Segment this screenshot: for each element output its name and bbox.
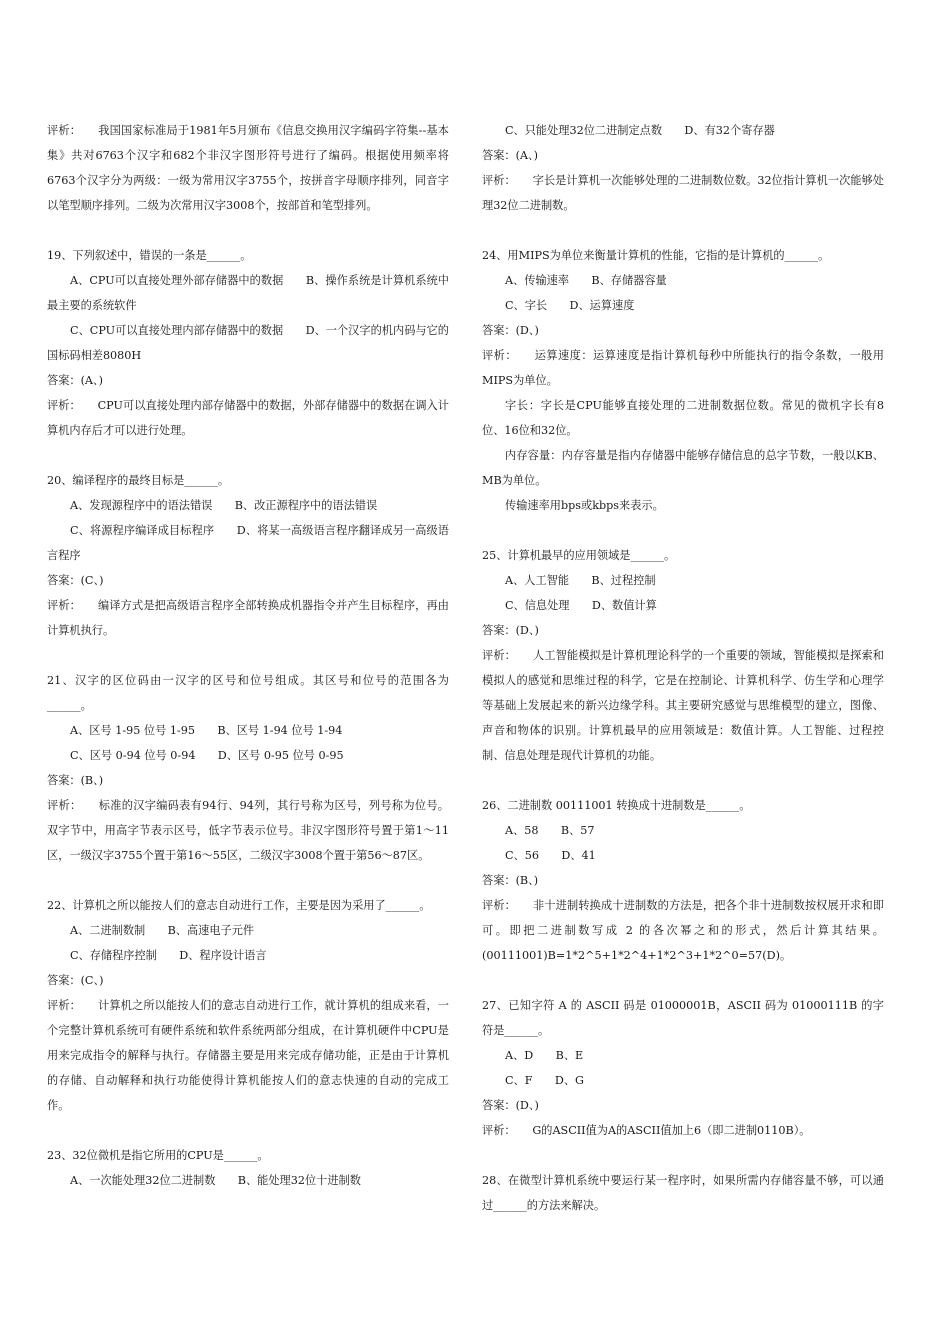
right-paragraph: 答案：(A、) [482, 149, 538, 162]
right-paragraph: 评析： G的ASCII值为A的ASCII值加上6（即二进制0110B）。 [482, 1124, 811, 1137]
paragraph-spacer [47, 218, 449, 243]
paragraph-spacer [482, 518, 884, 543]
right-paragraph: C、56 D、41 [505, 849, 596, 862]
left-paragraph: 22、计算机之所以能按人们的意志自动进行工作，主要是因为采用了______。 [47, 899, 431, 912]
paragraph-spacer [47, 1118, 449, 1143]
right-paragraph: 答案：(B、) [482, 874, 539, 887]
left-paragraph: 19、下列叙述中，错误的一条是______。 [47, 249, 252, 262]
right-paragraph: C、字长 D、运算速度 [505, 299, 635, 312]
right-paragraph: A、传输速率 B、存储器容量 [505, 274, 667, 287]
right-paragraph: C、信息处理 D、数值计算 [505, 599, 657, 612]
right-paragraph: 字长：字长是CPU能够直接处理的二进制数据位数。常见的微机字长有8位、16位和32位。 [482, 399, 884, 437]
left-paragraph: C、将源程序编译成目标程序 D、将某一高级语言程序翻译成另一高级语言程序 [47, 524, 449, 562]
left-paragraph: 21、汉字的区位码由一汉字的区号和位号组成。其区号和位号的范围各为______。 [47, 674, 449, 712]
right-paragraph: 评析： 非十进制转换成十进制数的方法是，把各个非十进制数按权展开求和即可。即把二进制数写成 2 的各次幂之和的形式，然后计算其结果。(00111001)B=1*2^5+1*2^4+1*2^3+1*2^0=57(D)。 [482, 899, 884, 962]
right-paragraph: 评析： 人工智能模拟是计算机理论科学的一个重要的领域，智能模拟是探索和模拟人的感觉和思维过程的科学，它是在控制论、计算机科学、仿生学和心理学等基础上发展起来的新兴边缘学科。其主要研究感觉与思维模型的建立，图像、声音和物体的识别。计算机最早的应用领域是：数值计算。人工智能、过程控制、信息处理是现代计算机的功能。 [482, 649, 884, 762]
paragraph-spacer [47, 643, 449, 668]
paragraph-spacer [482, 218, 884, 243]
right-paragraph: A、人工智能 B、过程控制 [505, 574, 656, 587]
paragraph-spacer [47, 868, 449, 893]
left-paragraph: C、区号 0-94 位号 0-94 D、区号 0-95 位号 0-95 [70, 749, 344, 762]
left-paragraph: 评析： CPU可以直接处理内部存储器中的数据，外部存储器中的数据在调入计算机内存后才可以进行处理。 [47, 399, 449, 437]
paragraph-spacer [47, 443, 449, 468]
right-paragraph: 答案：(D、) [482, 624, 539, 637]
left-paragraph: 答案：(C、) [47, 574, 104, 587]
left-column [47, 118, 449, 1193]
left-paragraph: 20、编译程序的最终目标是______。 [47, 474, 230, 487]
paragraph-spacer [482, 768, 884, 793]
left-paragraph: A、发现源程序中的语法错误 B、改正源程序中的语法错误 [70, 499, 378, 512]
left-paragraph: A、一次能处理32位二进制数 B、能处理32位十进制数 [70, 1174, 361, 1187]
left-paragraph: A、CPU可以直接处理外部存储器中的数据 B、操作系统是计算机系统中最主要的系统软件 [47, 274, 449, 312]
left-paragraph: 答案：(A、) [47, 374, 103, 387]
right-paragraph: A、D B、E [505, 1049, 584, 1062]
right-paragraph: 27、已知字符 A 的 ASCII 码是 01000001B，ASCII 码为 01000111B 的字符是______。 [482, 999, 884, 1037]
right-paragraph: 评析： 字长是计算机一次能够处理的二进制数位数。32位指计算机一次能够处理32位二进制数。 [482, 174, 884, 212]
right-paragraph: 评析： 运算速度：运算速度是指计算机每秒中所能执行的指令条数，一般用MIPS为单位。 [482, 349, 884, 387]
left-paragraph: C、CPU可以直接处理内部存储器中的数据 D、一个汉字的机内码与它的国标码相差8080H [47, 324, 449, 362]
paragraph-spacer [482, 1143, 884, 1168]
left-paragraph: C、存储程序控制 D、程序设计语言 [70, 949, 267, 962]
right-paragraph: 24、用MIPS为单位来衡量计算机的性能，它指的是计算机的______。 [482, 249, 830, 262]
right-paragraph: 传输速率用bps或kbps来表示。 [505, 499, 664, 512]
right-paragraph: 答案：(D、) [482, 1099, 539, 1112]
right-paragraph: 答案：(D、) [482, 324, 539, 337]
right-paragraph: 26、二进制数 00111001 转换成十进制数是______。 [482, 799, 751, 812]
left-paragraph: 评析： 计算机之所以能按人们的意志自动进行工作，就计算机的组成来看，一个完整计算机系统可有硬件系统和软件系统两部分组成，在计算机硬件中CPU是用来完成指令的解释与执行。存储器主要是用来完成存储功能，正是由于计算机的存储、自动解释和执行功能使得计算机能按人们的意志快速的自动的完成工作。 [47, 999, 449, 1112]
left-paragraph: 答案：(C、) [47, 974, 104, 987]
right-paragraph: 28、在微型计算机系统中要运行某一程序时，如果所需内存储容量不够，可以通过______的方法来解决。 [482, 1174, 884, 1212]
right-paragraph: C、F D、G [505, 1074, 584, 1087]
left-paragraph: 23、32位微机是指它所用的CPU是______。 [47, 1149, 269, 1162]
left-paragraph: A、区号 1-95 位号 1-95 B、区号 1-94 位号 1-94 [70, 724, 343, 737]
left-paragraph: 评析： 标准的汉字编码表有94行、94列，其行号称为区号，列号称为位号。双字节中，用高字节表示区号，低字节表示位号。非汉字图形符号置于第1～11区，一级汉字3755个置于第16～55区，二级汉字3008个置于第56～87区。 [47, 799, 449, 862]
right-paragraph: 内存容量：内存容量是指内存储器中能够存储信息的总字节数，一般以KB、MB为单位。 [482, 449, 884, 487]
paragraph-spacer [482, 968, 884, 993]
right-paragraph: C、只能处理32位二进制定点数 D、有32个寄存器 [505, 124, 775, 137]
left-paragraph: 评析： 我国国家标准局于1981年5月颁布《信息交换用汉字编码字符集--基本集》共对6763个汉字和682个非汉字图形符号进行了编码。根据使用频率将6763个汉字分为两级：一级为常用汉字3755个，按拼音字母顺序排列，同音字以笔型顺序排列。二级为次常用汉字3008个，按部首和笔型排列。 [47, 124, 449, 212]
left-paragraph: 评析： 编译方式是把高级语言程序全部转换成机器指令并产生目标程序，再由计算机执行。 [47, 599, 449, 637]
right-paragraph: A、58 B、57 [505, 824, 595, 837]
right-paragraph: 25、计算机最早的应用领域是______。 [482, 549, 676, 562]
right-column [482, 118, 884, 1218]
left-paragraph: 答案：(B、) [47, 774, 104, 787]
left-paragraph: A、二进制数制 B、高速电子元件 [70, 924, 255, 937]
